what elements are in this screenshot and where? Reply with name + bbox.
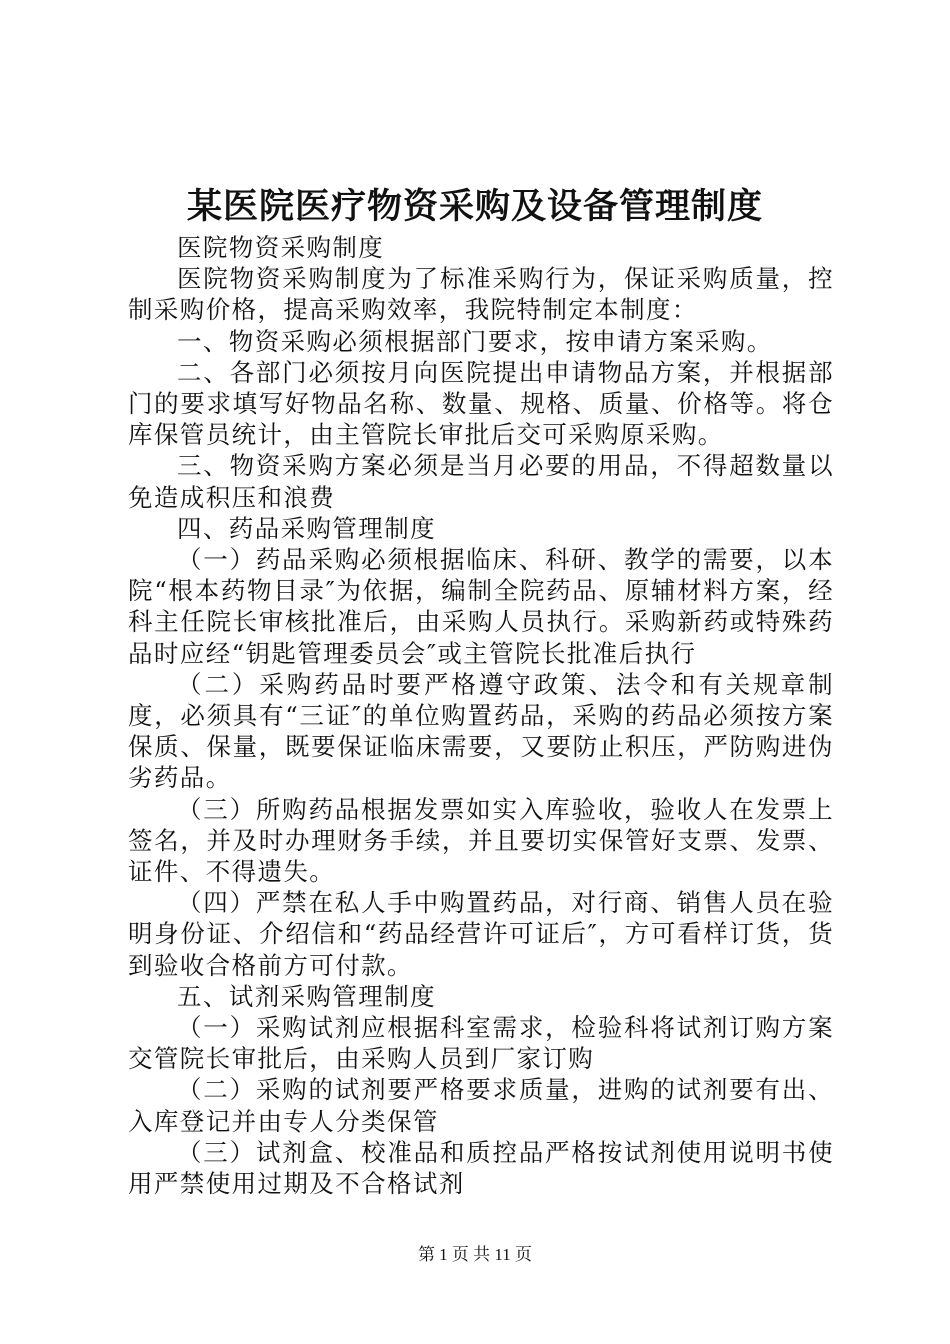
clause-paragraph: （一）药品采购必须根据临床、科研、教学的需要，以本院“根本药物目录″为依据，编制全院药品、原辅材料方案，经科主任院长审核批准后，由采购人员执行。采购新药或特殊药品时应经“钥匙管理委员会″或主管院长批准后执行 — [128, 545, 834, 668]
intro-paragraph: 医院物资采购制度为了标准采购行为，保证采购质量，控制采购价格，提高采购效率，我院特制定本制度： — [128, 264, 834, 325]
document-body — [128, 232, 834, 1199]
clause-paragraph: 三、物资采购方案必须是当月必要的用品，不得超数量以免造成积压和浪费 — [128, 451, 834, 512]
section-heading: 医院物资采购制度 — [177, 233, 385, 262]
clause-paragraph: （二）采购药品时要严格遵守政策、法令和有关规章制度，必须具有“三证″的单位购置药品，采购的药品必须按方案保质、保量，既要保证临床需要，又要防止积压，严防购进伪劣药品。 — [128, 669, 834, 793]
clause-paragraph: （四）严禁在私人手中购置药品，对行商、销售人员在验明身份证、介绍信和“药品经营许可证后″，方可看样订货，货到验收合格前方可付款。 — [128, 888, 834, 980]
clause-paragraph: 二、各部门必须按月向医院提出申请物品方案，并根据部门的要求填写好物品名称、数量、规格、质量、价格等。将仓库保管员统计，由主管院长审批后交可采购原采购。 — [128, 357, 834, 450]
page-number-footer: 第 1 页 共 11 页 — [417, 1245, 533, 1264]
clause-paragraph: （一）采购试剂应根据科室需求，检验科将试剂订购方案交管院长审批后，由采购人员到厂家订购 — [128, 1013, 834, 1074]
section-heading: 四、药品采购管理制度 — [177, 513, 436, 543]
document-title: 某医院医疗物资采购及设备管理制度 — [186, 186, 763, 227]
clause-paragraph: （三）试剂盒、校准品和质控品严格按试剂使用说明书使用严禁使用过期及不合格试剂 — [128, 1137, 834, 1199]
clause-paragraph: （三）所购药品根据发票如实入库验收，验收人在发票上签名，并及时办理财务手续，并且要切实保管好支票、发票、证件、不得遗失。 — [128, 794, 834, 887]
section-heading: 五、试剂采购管理制度 — [177, 981, 436, 1011]
clause-paragraph: 一、物资采购必须根据部门要求，按申请方案采购。 — [177, 326, 773, 356]
clause-paragraph: （二）采购的试剂要严格要求质量，进购的试剂要有出、入库登记并由专人分类保管 — [128, 1075, 834, 1136]
